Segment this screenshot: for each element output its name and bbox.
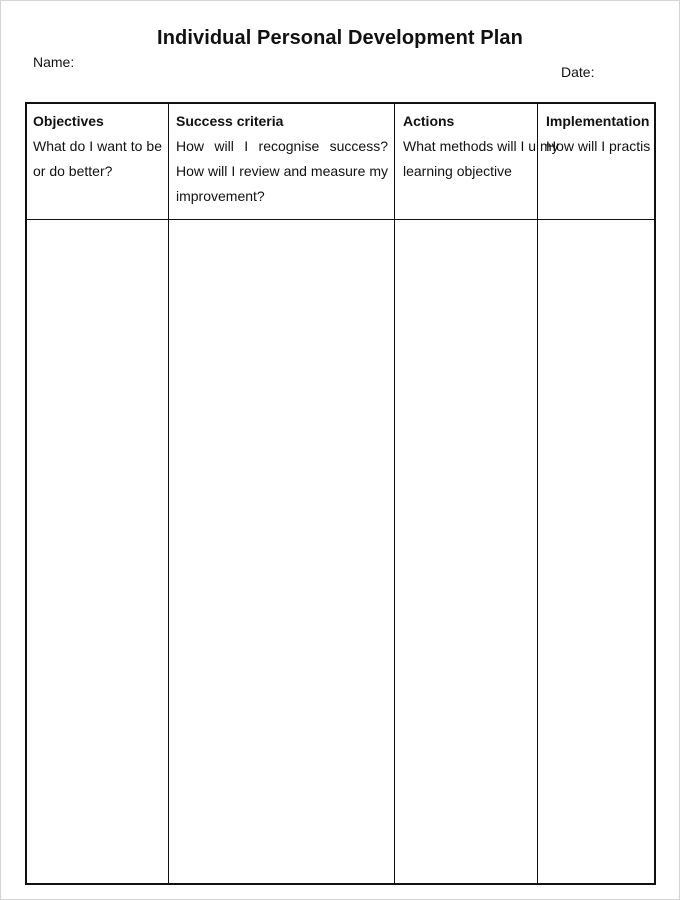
objectives-heading: Objectives [33,113,104,129]
objectives-header-cell [27,104,168,220]
implementation-header-cell [538,104,656,220]
column-implementation [537,104,656,883]
development-plan-table [25,102,656,885]
success-criteria-prompt: How will I recognise success? How will I review and measure my improvement? [176,138,388,204]
objectives-prompt: What do I want to be or do better? [33,138,162,179]
column-success-criteria [168,104,394,883]
implementation-heading: Implementation [546,113,650,129]
success-criteria-header-cell [169,104,394,220]
objectives-entry-cell[interactable] [27,220,168,883]
implementation-entry-cell[interactable] [538,220,656,883]
name-label: Name: [33,54,75,70]
actions-heading: Actions [403,113,455,129]
actions-header-cell [395,104,559,220]
column-objectives [27,104,168,883]
date-label: Date: [561,64,595,80]
actions-prompt-text: What methods will I u my learning objective [403,138,559,179]
document-title: Individual Personal Development Plan [157,27,523,49]
implementation-prompt: How will I practis [546,138,651,154]
success-criteria-heading: Success criteria [176,113,284,129]
column-actions [394,104,559,883]
success-criteria-entry-cell[interactable] [169,220,394,883]
actions-entry-cell[interactable] [395,220,537,883]
